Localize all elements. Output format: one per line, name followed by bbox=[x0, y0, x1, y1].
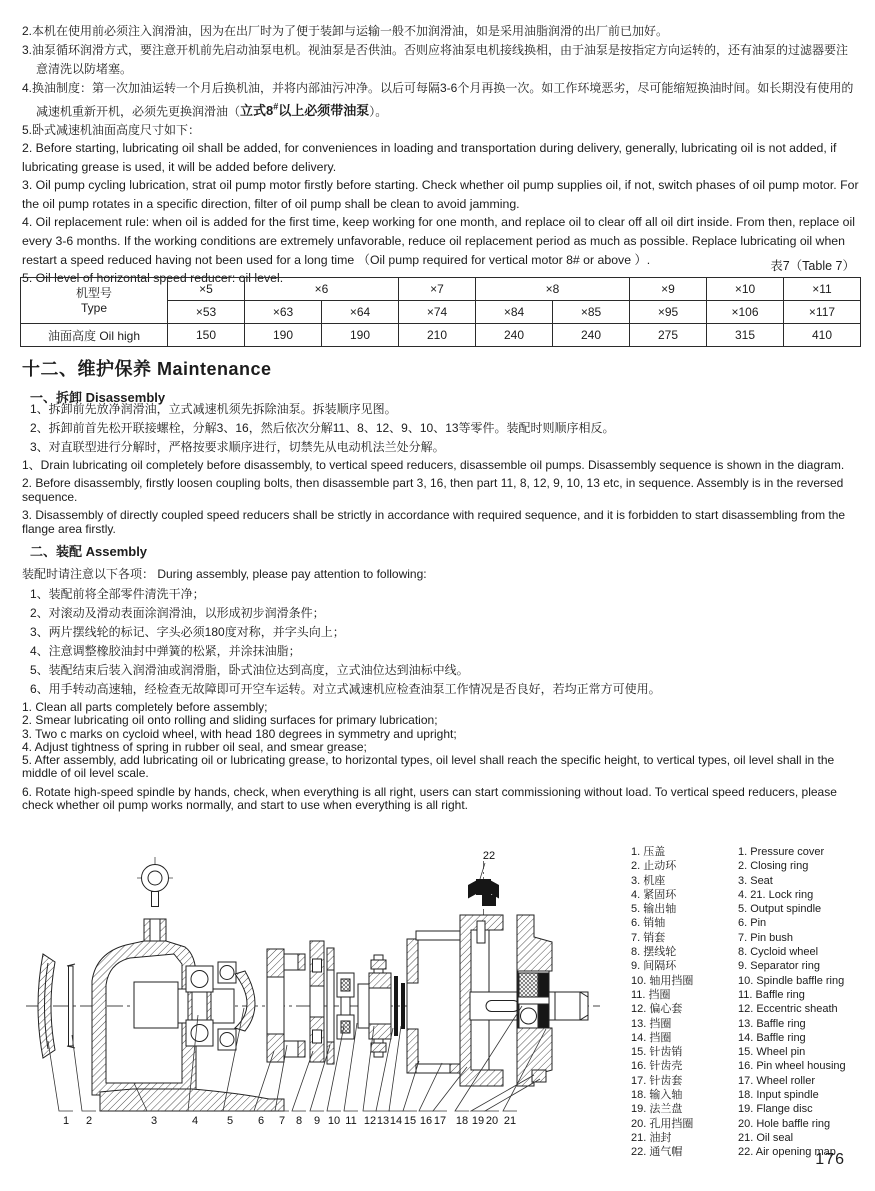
part-label: 22 bbox=[482, 850, 496, 862]
part-16-pin-wheel-housing bbox=[407, 931, 460, 1073]
part-label: 20 bbox=[485, 1115, 499, 1127]
en-note-3: 3. Oil pump cycling lubrication, strat oil pump motor firstly before starting. Check whether oil pump supplies oil, if not, switch phases of oil pump motor. For the oil pump rotates in a specific direction, filter of oil pump shall be clean to avoid jamming. bbox=[22, 178, 859, 211]
part-label: 3 bbox=[150, 1115, 158, 1127]
part-label: 18 bbox=[455, 1115, 469, 1127]
assembly-heading: 二、装配 Assembly bbox=[30, 544, 148, 559]
type-label-cn: 机型号 bbox=[75, 285, 112, 300]
part-item-en: 16. Pin wheel housing bbox=[738, 1060, 846, 1073]
assembly-item-cn: 5、装配结束后装入润滑油或润滑脂，卧式油位达到高度，立式油位达到油标中线。 bbox=[30, 663, 469, 677]
part-item-cn: 11. 挡圈 bbox=[631, 988, 671, 1001]
housing-base bbox=[100, 1089, 284, 1111]
model-cell: ×53 bbox=[168, 301, 245, 324]
part-item-cn: 17. 针齿套 bbox=[631, 1074, 683, 1087]
assembly-items-cn bbox=[30, 585, 859, 699]
assembly-item-en: 5. After assembly, add lubricating oil or lubricating grease, to horizontal types, oil level shall reach the specific height, to vertical types, oil level shall in the middle of oil level scale. bbox=[22, 753, 835, 781]
disassembly-heading: 一、拆卸 Disassembly bbox=[30, 390, 166, 405]
assembly-intro: 装配时请注意以下各项： During assembly, please pay attention to following: bbox=[22, 567, 427, 581]
cn-note-2: 2.本机在使用前必须注入润滑油，因为在出厂时为了便于装卸与运输一般不加润滑油，如是采用油脂润滑的出厂前已加好。 bbox=[22, 24, 669, 38]
part-9-separator-ring bbox=[327, 948, 334, 1064]
cn-note-4-text: 4.换油制度：第一次加油运转一个月后换机油，并将内部油污冲净。以后可每隔3-6个月再换一次。如工作环境恶劣，尽可能缩短换油时间。如长期没有使用的减速机重新开机，必须先更换润滑油（ bbox=[22, 81, 854, 119]
part-label: 1 bbox=[62, 1115, 70, 1127]
table-row-values bbox=[21, 324, 861, 347]
part-label: 9 bbox=[313, 1115, 321, 1127]
part-12-eccentric-sheath bbox=[358, 955, 391, 1057]
assembly-item-cn: 2、对滚动及滑动表面涂润滑油，以形成初步润滑条件； bbox=[30, 606, 325, 620]
part-item-en: 14. Baffle ring bbox=[738, 1031, 806, 1044]
part-item-en: 3. Seat bbox=[738, 874, 773, 887]
part-item-en: 17. Wheel roller bbox=[738, 1074, 816, 1087]
disassembly-item-en: 2. Before disassembly, firstly loosen coupling bolts, then disassemble part 3, 16, then part 11, 8, 12, 9, 10, 13 etc, in sequence. Assembly is in the reversed sequence. bbox=[22, 475, 844, 504]
group-cell: ×7 bbox=[399, 278, 476, 301]
part-item-cn: 2. 止动环 bbox=[631, 860, 677, 873]
value-cell: 190 bbox=[245, 324, 322, 347]
part-item-en: 10. Spindle baffle ring bbox=[738, 974, 845, 987]
part-item-cn: 13. 挡圈 bbox=[631, 1017, 672, 1030]
en-note-5: 5. Oil level of horizontal speed reducer: oil level. bbox=[22, 271, 284, 286]
assembly-item-en: 4. Adjust tightness of spring in rubber oil seal, and smear grease; bbox=[22, 739, 367, 754]
part-item-en: 11. Baffle ring bbox=[738, 988, 805, 1001]
part-22-air-vent-cap bbox=[468, 879, 499, 906]
value-cell: 210 bbox=[399, 324, 476, 347]
en-note-4: 4. Oil replacement rule: when oil is added for the first time, keep working for one month, and replace oil to clear off all oil dirt inside. From then, replace oil every 3-6 months. If the working conditions are extremely unfavorable, reduce oil replacement period as much as possible. Replace lubricating oil when restart a speed reduced having not been used for a long time （Oil pump required for vertical motor 8# or above ）. bbox=[22, 215, 855, 267]
assembly-item-cn: 3、两片摆线轮的标记、字头必须180度对称，并字头向上； bbox=[30, 625, 345, 639]
value-cell: 190 bbox=[322, 324, 399, 347]
part-item-cn: 4. 紧固环 bbox=[631, 888, 677, 901]
part-item-en: 4. 21. Lock ring bbox=[738, 888, 814, 901]
disassembly-items-cn bbox=[30, 400, 859, 457]
part-item-en: 20. Hole baffle ring bbox=[738, 1117, 831, 1130]
part-item-cn: 18. 输入轴 bbox=[631, 1089, 683, 1102]
part-label: 15 bbox=[403, 1115, 417, 1127]
disassembly-item-en: 1、Drain lubricating oil completely before disassembly, to vertical speed reducers, disassemble oil pumps. Disassembly sequence is shown in the diagram. bbox=[22, 458, 845, 472]
value-cell: 240 bbox=[553, 324, 630, 347]
model-cell: ×95 bbox=[630, 301, 707, 324]
group-cell: ×5 bbox=[168, 278, 245, 301]
part-item-cn: 10. 轴用挡圈 bbox=[631, 974, 694, 987]
part-label: 19 bbox=[471, 1115, 485, 1127]
part-label: 10 bbox=[327, 1115, 341, 1127]
disassembly-item-en: 3. Disassembly of directly coupled speed reducers shall be strictly in accordance with required sequence, and it is forbidden to start disassembling from the flange area firstly. bbox=[22, 508, 846, 537]
eyebolt-stem bbox=[152, 892, 159, 907]
type-label-en: Type bbox=[80, 300, 107, 315]
value-cell: 150 bbox=[168, 324, 245, 347]
cn-note-3: 3.油泵循环润滑方式，要注意开机前先启动油泵电机。视油泵是否供油。否则应将油泵电机接线换相，由于油泵是按指定方向运转的，还有油泵的过滤器要注意清洗以防堵塞。 bbox=[22, 43, 849, 76]
part-label: 17 bbox=[433, 1115, 447, 1127]
model-cell: ×74 bbox=[399, 301, 476, 324]
part-item-cn: 15. 针齿销 bbox=[631, 1046, 683, 1059]
disassembly-items-en bbox=[22, 459, 859, 541]
part-item-cn: 1. 压盖 bbox=[631, 846, 666, 858]
part-item-cn: 5. 输出轴 bbox=[631, 903, 677, 916]
part-item-en: 15. Wheel pin bbox=[738, 1046, 806, 1059]
part-item-en: 21. Oil seal bbox=[738, 1131, 794, 1144]
part-label: 16 bbox=[419, 1115, 433, 1127]
top-notes-chinese bbox=[22, 22, 857, 140]
model-cell: ×84 bbox=[476, 301, 553, 324]
part-19-flange-disc bbox=[517, 915, 552, 1086]
part-item-en: 6. Pin bbox=[738, 917, 767, 930]
part-1-pressure-cover bbox=[38, 954, 55, 1058]
part-item-en: 1. Pressure cover bbox=[738, 846, 825, 858]
assembly-item-en: 3. Two c marks on cycloid wheel, with head 180 degrees in symmetry and upright; bbox=[22, 726, 457, 741]
group-cell: ×10 bbox=[707, 278, 784, 301]
part-label: 4 bbox=[191, 1115, 199, 1127]
assembly-items-en bbox=[22, 701, 859, 812]
model-cell: ×117 bbox=[784, 301, 861, 324]
part-label: 8 bbox=[295, 1115, 303, 1127]
output-stub-shaft bbox=[555, 992, 588, 1020]
en-note-2: 2. Before starting, lubricating oil shall be added, for conveniences in loading and transportation during delivery, generally, lubricating oil is not added, if lubricating grease is used, it will be added before delivery. bbox=[22, 141, 837, 174]
part-item-cn: 7. 销套 bbox=[631, 931, 666, 944]
table-row-groups bbox=[21, 278, 861, 301]
part-item-en: 9. Separator ring bbox=[738, 960, 820, 973]
disassembly-item-cn: 2、拆卸前首先松开联接螺栓，分解3、16，然后依次分解11、8、12、9、10、13等零件。装配时则顺序相反。 bbox=[30, 421, 615, 435]
part-item-cn: 20. 孔用挡圈 bbox=[631, 1117, 694, 1130]
part-label: 13 bbox=[376, 1115, 390, 1127]
assembly-item-cn: 4、注意调整橡胶油封中弹簧的松紧，并涂抹油脂； bbox=[30, 644, 301, 658]
model-cell: ×64 bbox=[322, 301, 399, 324]
part-label: 6 bbox=[257, 1115, 265, 1127]
part-label: 2 bbox=[85, 1115, 93, 1127]
part-item-cn: 3. 机座 bbox=[631, 874, 666, 887]
part-item-cn: 19. 法兰盘 bbox=[631, 1103, 683, 1116]
part-item-cn: 21. 油封 bbox=[631, 1131, 672, 1144]
disassembly-item-cn: 3、对直联型进行分解时，严格按要求顺序进行，切禁先从电动机法兰处分解。 bbox=[30, 440, 445, 454]
cn-note-4-bold: 立式8#以上必须带油泵 bbox=[240, 102, 370, 119]
part-label: 21 bbox=[503, 1115, 517, 1127]
top-notes-english bbox=[22, 139, 859, 288]
part-8-cycloid-wheel bbox=[310, 941, 324, 1062]
part-item-en: 12. Eccentric sheath bbox=[738, 1003, 838, 1016]
parts-list-chinese bbox=[631, 845, 735, 1160]
disassembly-item-cn: 1、拆卸前先放净润滑油，立式减速机须先拆除油泵。拆装顺序见图。 bbox=[30, 402, 397, 416]
part-label: 14 bbox=[389, 1115, 403, 1127]
part-item-cn: 12. 偏心套 bbox=[631, 1003, 683, 1016]
assembly-item-cn: 1、装配前将全部零件清洗干净； bbox=[30, 587, 205, 601]
group-cell: ×6 bbox=[245, 278, 399, 301]
part-label: 7 bbox=[278, 1115, 286, 1127]
part-item-cn: 22. 通气帽 bbox=[631, 1146, 683, 1159]
group-cell: ×11 bbox=[784, 278, 861, 301]
part-item-en: 7. Pin bush bbox=[738, 931, 794, 944]
value-cell: 240 bbox=[476, 324, 553, 347]
oil-height-table bbox=[20, 277, 861, 347]
part-item-en: 2. Closing ring bbox=[738, 860, 809, 873]
section-title-maintenance: 十二、维护保养 Maintenance bbox=[22, 359, 272, 379]
part-item-en: 18. Input spindle bbox=[738, 1089, 819, 1102]
part-item-en: 13. Baffle ring bbox=[738, 1017, 806, 1030]
oil-height-label: 油面高度 Oil high bbox=[21, 324, 168, 347]
model-cell: ×85 bbox=[553, 301, 630, 324]
group-cell: ×8 bbox=[476, 278, 630, 301]
page-number: 176 bbox=[815, 1151, 845, 1168]
part-item-cn: 9. 间隔环 bbox=[631, 960, 677, 973]
table7-caption: 表7（Table 7） bbox=[770, 259, 855, 273]
part-label: 11 bbox=[345, 1115, 357, 1127]
part-label: 5 bbox=[226, 1115, 234, 1127]
assembly-item-cn: 6、用手转动高速轴，经检查无故障即可开空车运转。对立式减速机应检查油泵工作情况是否良好，若均正常方可使用。 bbox=[30, 682, 661, 696]
assembly-item-en: 2. Smear lubricating oil onto rolling and sliding surfaces for primary lubrication; bbox=[22, 713, 438, 728]
parts-list-english bbox=[738, 845, 874, 1160]
part-item-cn: 16. 针齿壳 bbox=[631, 1060, 683, 1073]
assembly-item-en: 6. Rotate high-speed spindle by hands, check, when everything is all right, users can start commissioning without load. To vertical speed reducers, please check whether oil pump works normally, and start to use when everything is all right. bbox=[22, 784, 837, 813]
value-cell: 315 bbox=[707, 324, 784, 347]
value-cell: 275 bbox=[630, 324, 707, 347]
value-cell: 410 bbox=[784, 324, 861, 347]
part-item-en: 5. Output spindle bbox=[738, 903, 822, 916]
part-5-output-spindle bbox=[134, 982, 234, 1028]
part-item-cn: 8. 摆线轮 bbox=[631, 946, 677, 959]
table-header-type bbox=[21, 278, 168, 324]
diagram-svg bbox=[22, 843, 622, 1163]
cn-note-5: 5.卧式减速机油面高度尺寸如下： bbox=[22, 123, 201, 138]
cone-sleeve bbox=[235, 971, 255, 1031]
model-cell: ×63 bbox=[245, 301, 322, 324]
exploded-view-diagram bbox=[22, 843, 622, 1163]
part-item-en: 8. Cycloid wheel bbox=[738, 946, 819, 959]
part-item-cn: 14. 挡圈 bbox=[631, 1031, 672, 1044]
cn-note-4-close: ）。 bbox=[369, 104, 388, 119]
part-6-7-pin-bush bbox=[267, 949, 305, 1062]
assembly-item-en: 1. Clean all parts completely before assembly; bbox=[22, 700, 268, 714]
part-item-cn: 6. 销轴 bbox=[631, 917, 666, 930]
part-item-en: 22. Air opening map bbox=[738, 1146, 836, 1159]
part-item-en: 19. Flange disc bbox=[738, 1103, 813, 1116]
group-cell: ×9 bbox=[630, 278, 707, 301]
part-label: 12 bbox=[363, 1115, 377, 1127]
model-cell: ×106 bbox=[707, 301, 784, 324]
cn-note-4 bbox=[22, 79, 857, 121]
